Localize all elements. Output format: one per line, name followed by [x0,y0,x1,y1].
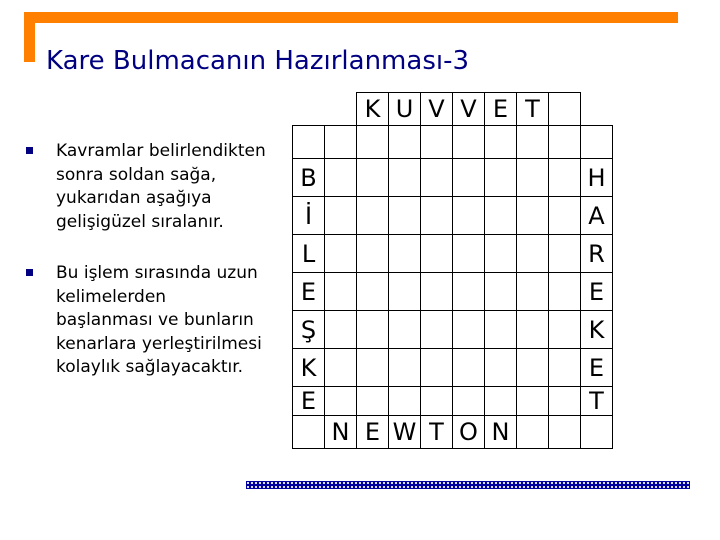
bullet-item [26,140,266,234]
grid-row [293,387,613,416]
slide-title: Kare Bulmacanın Hazırlanması-3 [46,46,470,76]
grid-cell [389,273,421,311]
grid-cell [517,235,549,273]
grid-cell [325,159,357,197]
grid-cell [357,311,389,349]
grid-row [293,416,613,449]
grid-cell [549,349,581,387]
grid-cell: İ [293,197,325,235]
grid-cell: V [453,93,485,126]
crossword-grid [292,92,613,449]
square-bullet-icon [26,147,33,154]
grid-cell [485,273,517,311]
grid-cell [549,387,581,416]
grid-cell: N [325,416,357,449]
grid-cell [421,349,453,387]
grid-cell [485,159,517,197]
grid-cell [421,273,453,311]
grid-cell [453,126,485,159]
grid-cell [325,311,357,349]
grid-cell: O [453,416,485,449]
grid-cell [453,349,485,387]
grid-cell [293,416,325,449]
grid-cell: E [293,387,325,416]
grid-cell [581,126,613,159]
grid-cell [517,416,549,449]
grid-cell: H [581,159,613,197]
grid-cell: K [293,349,325,387]
grid-cell: W [389,416,421,449]
grid-cell [389,197,421,235]
grid-cell [293,93,325,126]
grid-row [293,197,613,235]
grid-cell [357,387,389,416]
grid-cell [485,349,517,387]
grid-cell [293,126,325,159]
grid-cell [453,273,485,311]
grid-cell [421,311,453,349]
grid-cell [325,197,357,235]
grid-cell [517,311,549,349]
grid-cell: T [421,416,453,449]
grid-cell [325,273,357,311]
grid-cell: E [357,416,389,449]
grid-cell [549,235,581,273]
grid-cell [517,349,549,387]
grid-cell [421,159,453,197]
grid-cell [421,126,453,159]
grid-cell [485,311,517,349]
grid-cell [485,235,517,273]
grid-cell: A [581,197,613,235]
grid-cell: T [517,93,549,126]
accent-bar-top [24,12,678,23]
grid-cell: N [485,416,517,449]
grid-cell [581,93,613,126]
grid-cell [357,197,389,235]
grid-row [293,273,613,311]
grid-cell: T [581,387,613,416]
grid-cell [453,387,485,416]
grid-cell [389,387,421,416]
grid-cell: U [389,93,421,126]
grid-cell [357,349,389,387]
grid-cell [421,197,453,235]
grid-cell: E [293,273,325,311]
accent-bar-left [24,12,35,62]
grid-cell: Ş [293,311,325,349]
grid-cell: E [581,349,613,387]
grid-cell: L [293,235,325,273]
bullet-text: Bu işlem sırasında uzun kelimelerden başlanması ve bunların kenarlara yerleştirilmesi kolaylık sağlayacaktır. [56,263,262,377]
grid-cell [581,416,613,449]
grid-cell [485,126,517,159]
grid-cell [549,197,581,235]
grid-cell [453,197,485,235]
bullet-list [26,140,266,408]
grid-cell [485,197,517,235]
grid-row [293,349,613,387]
grid-cell [517,273,549,311]
grid-cell [453,235,485,273]
grid-cell: K [581,311,613,349]
grid-cell: B [293,159,325,197]
grid-cell [485,387,517,416]
grid-cell [357,126,389,159]
grid-cell [549,93,581,126]
grid-cell: K [357,93,389,126]
grid-cell: V [421,93,453,126]
grid-cell [517,387,549,416]
grid-cell [389,159,421,197]
grid-cell: E [581,273,613,311]
grid-cell [517,159,549,197]
grid-cell: R [581,235,613,273]
grid-cell [325,387,357,416]
grid-cell [453,311,485,349]
grid-cell [549,416,581,449]
grid-cell [325,126,357,159]
grid-cell [517,126,549,159]
grid-row [293,235,613,273]
grid-cell [453,159,485,197]
grid-cell [517,197,549,235]
grid-cell [325,93,357,126]
grid-cell [549,273,581,311]
grid-cell [357,235,389,273]
grid-cell [389,235,421,273]
grid-cell [389,126,421,159]
grid-cell [421,235,453,273]
grid-cell [325,349,357,387]
grid-cell [549,159,581,197]
grid-row [293,311,613,349]
grid-cell [357,159,389,197]
grid-cell [389,349,421,387]
bullet-item [26,262,266,380]
grid-cell [357,273,389,311]
grid-row [293,159,613,197]
grid-cell [549,126,581,159]
grid-row [293,93,613,126]
square-bullet-icon [26,269,33,276]
grid-row [293,126,613,159]
dotted-footer-bar [246,481,690,489]
grid-cell [421,387,453,416]
grid-cell [325,235,357,273]
grid-cell [389,311,421,349]
grid-cell: E [485,93,517,126]
grid-cell [549,311,581,349]
bullet-text: Kavramlar belirlendikten sonra soldan sağa, yukarıdan aşağıya gelişigüzel sıralanır. [56,141,266,232]
